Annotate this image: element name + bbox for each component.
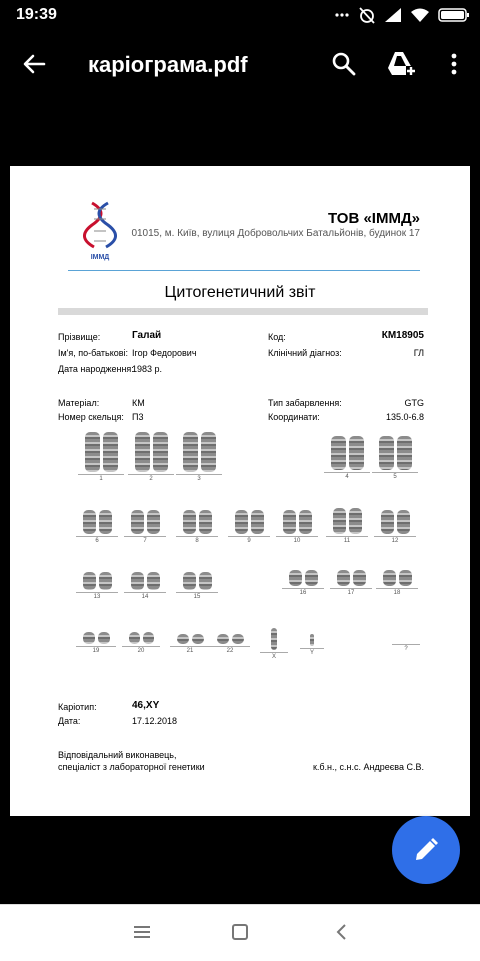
back-chevron-icon[interactable]: [332, 923, 352, 946]
add-to-drive-icon[interactable]: [386, 50, 414, 78]
chromosome-number: X: [271, 654, 276, 660]
recents-menu-icon[interactable]: [132, 923, 152, 946]
signature: к.б.н., с.н.с. Андреєва С.В.: [312, 762, 424, 772]
chromosome-11: [326, 508, 368, 544]
chromosome-1: [78, 432, 124, 482]
chromosome-16: [282, 570, 324, 596]
chromosome-number: 5: [393, 474, 397, 480]
stain-label: Тип забарвлення:: [268, 398, 342, 408]
chromosome-number: 14: [141, 594, 149, 600]
stain-value: GTG: [404, 398, 424, 408]
chromosome-8: [176, 510, 218, 544]
chromosome-20: [122, 632, 160, 654]
chromosome-number: 12: [391, 538, 399, 544]
chromosome-12: [374, 510, 416, 544]
coordinates-label: Координати:: [268, 412, 320, 422]
chromosome-x: [260, 628, 288, 660]
coordinates-value: 135.0-6.8: [385, 412, 424, 422]
diagnosis-label: Клінічний діагноз:: [268, 348, 342, 358]
chromosome-number: 6: [95, 538, 99, 544]
chromosome-number: 1: [99, 476, 103, 482]
chromosome-number: 2: [149, 476, 153, 482]
pencil-icon: [412, 836, 440, 864]
chromosome-3: [176, 432, 222, 482]
dob-label: Дата народження:: [58, 364, 134, 374]
chromosome-18: [376, 570, 418, 596]
responsible-line-1: Відповідальний виконавець,: [58, 750, 177, 760]
status-icons: [334, 6, 470, 29]
document-title: каріограма.pdf: [88, 52, 248, 77]
system-nav-bar: [0, 904, 480, 961]
material-value: КМ: [132, 398, 145, 408]
back-arrow-icon[interactable]: [20, 50, 48, 78]
date-value: 17.12.2018: [132, 716, 178, 726]
chromosome-number: 15: [193, 594, 201, 600]
chromosome-number: 3: [197, 476, 201, 482]
edit-fab[interactable]: [392, 816, 460, 884]
pdf-viewer[interactable]: [0, 96, 480, 904]
wifi-icon: [410, 7, 430, 28]
chromosome-13: [76, 572, 118, 600]
home-square-icon[interactable]: [230, 923, 250, 946]
chromosome-19: [76, 632, 116, 654]
company-name: ТОВ «ІММД»: [328, 210, 420, 227]
chromosome-number: 20: [137, 648, 145, 654]
chromosome-number: 18: [393, 590, 401, 596]
status-bar: [0, 0, 480, 32]
slide-label: Номер скельця:: [58, 412, 124, 422]
app-bar: [0, 32, 480, 96]
dob-value: 1983 р.: [132, 364, 163, 374]
chromosome-5: [372, 436, 418, 480]
chromosome-unknown: [392, 638, 420, 652]
logo-text: ІММД: [90, 254, 110, 261]
status-time: 19:39: [16, 6, 57, 23]
chromosome-4: [324, 436, 370, 480]
chromosome-number: 11: [343, 538, 351, 544]
surname-value: Галай: [132, 330, 162, 341]
slide-value: П3: [132, 412, 144, 422]
surname-label: Прізвище:: [58, 332, 101, 342]
chromosome-number: ?: [404, 646, 408, 652]
chromosome-number: 7: [143, 538, 147, 544]
chromosome-21: [170, 634, 210, 654]
more-vert-icon[interactable]: [440, 50, 468, 78]
alarm-off-icon: [358, 6, 376, 29]
chromosome-number: 17: [347, 590, 355, 596]
title-underline-bar: [58, 308, 428, 315]
pdf-page: [10, 166, 470, 816]
material-label: Матеріал:: [58, 398, 100, 408]
chromosome-number: 10: [293, 538, 301, 544]
chromosome-15: [176, 572, 218, 600]
immd-logo: [80, 201, 120, 259]
code-value: КМ18905: [381, 330, 424, 341]
chromosome-number: 8: [195, 538, 199, 544]
company-address: 01015, м. Київ, вулиця Добровольчих Батальйонів, будинок 17: [131, 228, 420, 239]
chromosome-2: [128, 432, 174, 482]
chromosome-number: 13: [93, 594, 101, 600]
name-label: Ім'я, по-батькові:: [58, 348, 129, 358]
name-value: Ігор Федорович: [132, 348, 197, 358]
code-label: Код:: [268, 332, 286, 342]
chromosome-22: [210, 634, 250, 654]
dots-icon: [334, 8, 350, 27]
signal-icon: [384, 7, 402, 28]
chromosome-17: [330, 570, 372, 596]
search-icon[interactable]: [330, 50, 358, 78]
chromosome-number: 4: [345, 474, 349, 480]
chromosome-number: 9: [247, 538, 251, 544]
chromosome-number: 16: [299, 590, 307, 596]
date-label: Дата:: [58, 716, 81, 726]
chromosome-7: [124, 510, 166, 544]
report-title: Цитогенетичний звіт: [164, 284, 316, 301]
diagnosis-value: ГЛ: [413, 348, 424, 358]
chromosome-number: 19: [92, 648, 100, 654]
chromosome-number: 21: [186, 648, 194, 654]
header-divider: [68, 270, 420, 271]
battery-icon: [438, 7, 470, 28]
karyotype-value: 46,XY: [132, 700, 160, 711]
chromosome-9: [228, 510, 270, 544]
chromosome-6: [76, 510, 118, 544]
chromosome-14: [124, 572, 166, 600]
karyotype-label: Каріотип:: [58, 702, 97, 712]
chromosome-number: Y: [309, 650, 314, 656]
responsible-line-2: спеціаліст з лабораторної генетики: [58, 762, 205, 772]
chromosome-number: 22: [226, 648, 234, 654]
chromosome-y: [300, 634, 324, 656]
chromosome-10: [276, 510, 318, 544]
